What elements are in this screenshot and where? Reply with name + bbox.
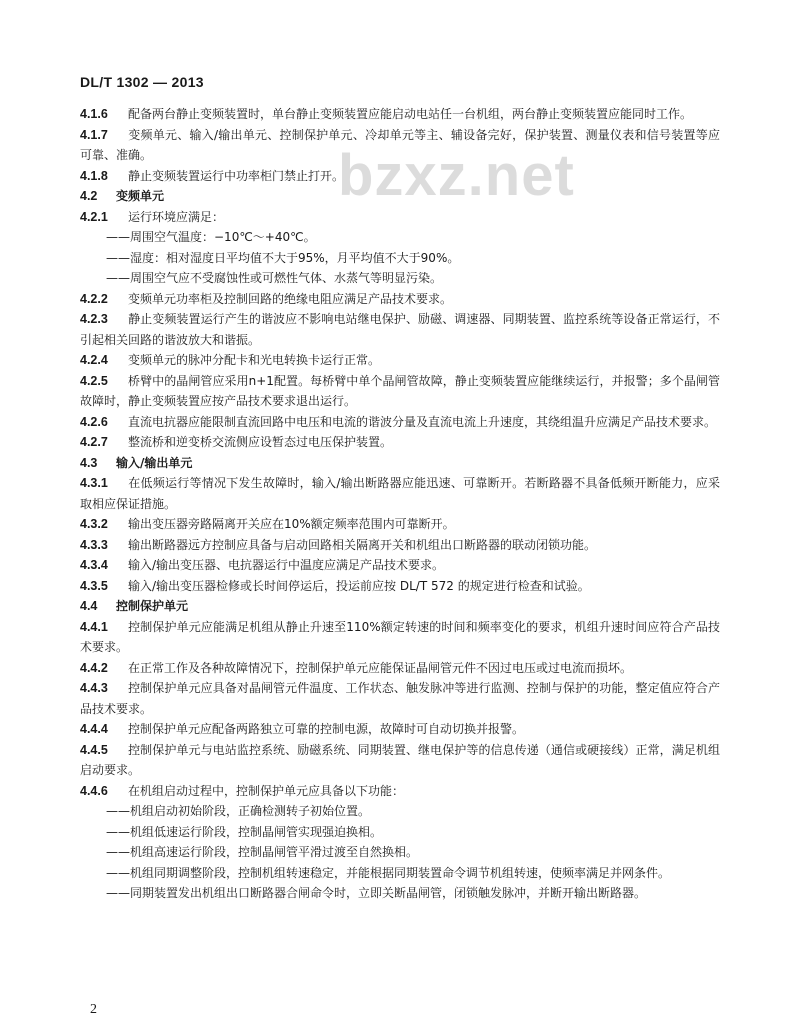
- list-item: ——同期装置发出机组出口断路器合闸命令时，立即关断晶闸管，闭锁触发脉冲，并断开输出断路器。: [106, 886, 647, 900]
- clause-4-2-4: 4.2.4 变频单元的脉冲分配卡和光电转换卡运行正常。: [80, 353, 381, 367]
- clause-4-2-6: 4.2.6 直流电抗器应能限制直流回路中电压和电流的谐波分量及直流电流上升速度，其绕组温升应满足产品技术要求。: [80, 414, 717, 429]
- clause-4-1-8: 4.1.8 静止变频装置运行中功率柜门禁止打开。: [80, 168, 345, 183]
- list-item: ——机组低速运行阶段，控制晶闸管实现强迫换相。: [106, 824, 383, 839]
- clause-4-2-5: 4.2.5 桥臂中的晶闸管应采用n+1配置。每桥臂中单个晶闸管故障，静止变频装置应能继续运行，并报警；多个晶闸管故障时，静止变频装置应按产品技术要求退出运行。: [80, 373, 720, 408]
- clause-4-2-2: 4.2.2 变频单元功率柜及控制回路的绝缘电阻应满足产品技术要求。: [80, 291, 453, 306]
- clause-4-4-4: 4.4.4 控制保护单元应配备两路独立可靠的控制电源，故障时可自动切换并报警。: [80, 722, 525, 736]
- section-heading-4-4: 4.4 控制保护单元: [80, 599, 189, 613]
- clause-4-3-4: 4.3.4 输入/输出变压器、电抗器运行中温度应满足产品技术要求。: [80, 558, 445, 572]
- page-number: 2: [90, 1002, 97, 1017]
- clause-4-3-1: 4.3.1 在低频运行等情况下发生故障时，输入/输出断路器应能迅速、可靠断开。若断路器不具备低频开断能力，应采取相应保证措施。: [80, 476, 720, 511]
- section-heading-4-2: 4.2 变频单元: [80, 189, 165, 203]
- list-item: ——机组启动初始阶段，正确检测转子初始位置。: [106, 804, 371, 818]
- clause-4-4-1: 4.4.1 控制保护单元应能满足机组从静止升速至110%额定转速的时间和频率变化的要求，机组升速时间应符合产品技术要求。: [80, 619, 720, 654]
- list-item: ——周围空气温度：−10℃～+40℃。: [106, 230, 316, 244]
- document-body: [80, 104, 720, 904]
- clause-4-3-3: 4.3.3 输出断路器远方控制应具备与启动回路相关隔离开关和机组出口断路器的联动闭锁功能。: [80, 537, 597, 552]
- clause-4-4-2: 4.4.2 在正常工作及各种故障情况下，控制保护单元应能保证晶闸管元件不因过电压或过电流而损坏。: [80, 660, 633, 675]
- clause-4-2-1: 4.2.1 运行环境应满足：: [80, 209, 225, 224]
- clause-4-4-5: 4.4.5 控制保护单元与电站监控系统、励磁系统、同期装置、继电保护等的信息传递（通信或硬接线）正常，满足机组启动要求。: [80, 742, 720, 777]
- clause-4-1-7: 4.1.7 变频单元、输入/输出单元、控制保护单元、冷却单元等主、辅设备完好，保护装置、测量仪表和信号装置等应可靠、准确。: [80, 127, 720, 162]
- clause-4-4-3: 4.4.3 控制保护单元应具备对晶闸管元件温度、工作状态、触发脉冲等进行监测、控制与保护的功能，整定值应符合产品技术要求。: [80, 681, 720, 716]
- clause-4-2-3: 4.2.3 静止变频装置运行产生的谐波应不影响电站继电保护、励磁、调速器、同期装置、监控系统等设备正常运行，不引起相关回路的谐波放大和谐振。: [80, 312, 720, 347]
- watermark: bzxz.net: [338, 143, 575, 208]
- list-item: ——周围空气应不受腐蚀性或可燃性气体、水蒸气等明显污染。: [106, 271, 443, 285]
- clause-4-4-6: 4.4.6 在机组启动过程中，控制保护单元应具备以下功能：: [80, 783, 405, 798]
- clause-4-2-7: 4.2.7 整流桥和逆变桥交流侧应设暂态过电压保护装置。: [80, 435, 393, 449]
- standard-header: DL/T 1302 — 2013: [80, 74, 204, 90]
- list-item: ——湿度：相对湿度日平均值不大于95%，月平均值不大于90%。: [106, 250, 460, 265]
- clause-4-1-6: 4.1.6 配备两台静止变频装置时，单台静止变频装置应能启动电站任一台机组，两台静止变频装置应能同时工作。: [80, 107, 693, 121]
- clause-4-3-5: 4.3.5 输入/输出变压器检修或长时间停运后，投运前应按 DL/T 572 的规定进行检查和试验。: [80, 578, 590, 593]
- section-heading-4-3: 4.3 输入/输出单元: [80, 455, 193, 470]
- list-item: ——机组同期调整阶段，控制机组转速稳定，并能根据同期装置命令调节机组转速，使频率满足并网条件。: [106, 865, 671, 880]
- clause-4-3-2: 4.3.2 输出变压器旁路隔离开关应在10%额定频率范围内可靠断开。: [80, 517, 455, 531]
- list-item: ——机组高速运行阶段，控制晶闸管平滑过渡至自然换相。: [106, 845, 419, 859]
